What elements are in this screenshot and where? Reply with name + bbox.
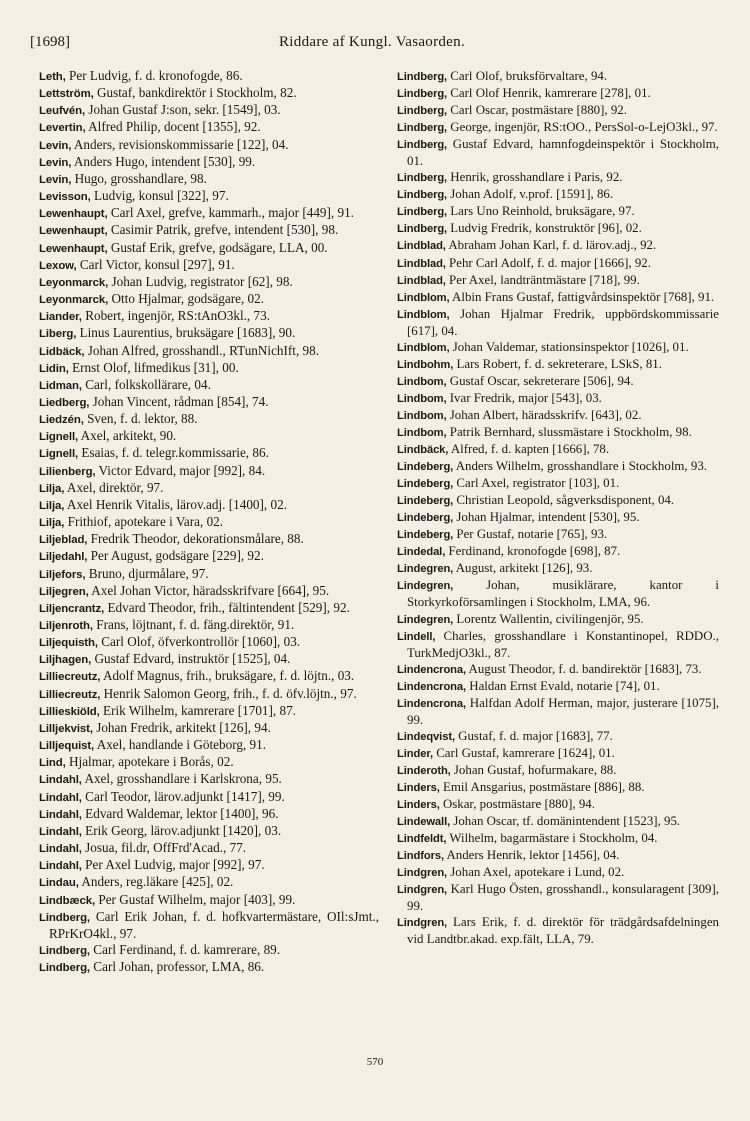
entry-details: Carl, folkskollärare, 04. bbox=[81, 376, 211, 392]
register-entry bbox=[397, 169, 719, 186]
register-entry bbox=[39, 720, 379, 737]
entry-name: Lindegren, bbox=[397, 613, 454, 626]
register-entry bbox=[397, 728, 719, 745]
entry-name: Lindahl, bbox=[39, 825, 82, 838]
register-entry bbox=[39, 257, 379, 274]
entry-name: Lewenhaupt, bbox=[39, 242, 108, 255]
entry-name: Lindbom, bbox=[397, 409, 447, 422]
entry-name: Lindberg, bbox=[397, 139, 448, 152]
entry-name: Lindblom, bbox=[397, 291, 450, 304]
entry-details: Johan Adolf, v.prof. [1591], 86. bbox=[447, 187, 614, 202]
entry-details: Hjalmar, apotekare i Borås, 02. bbox=[65, 754, 234, 770]
entry-name: Lilienberg, bbox=[39, 465, 96, 478]
entry-details: Johan Gustaf, hofurmakare, 88. bbox=[450, 762, 617, 777]
register-entry bbox=[39, 274, 379, 291]
entry-name: Lindbohm, bbox=[397, 358, 454, 371]
entry-name: Lindencrona, bbox=[397, 697, 467, 710]
register-entry bbox=[397, 678, 719, 695]
entry-name: Leyonmarck, bbox=[39, 294, 109, 307]
register-entry bbox=[397, 881, 719, 914]
entry-details: Fredrik Theodor, dekorationsmålare, 88. bbox=[87, 531, 304, 547]
register-entry bbox=[397, 543, 719, 560]
entry-name: Lindencrona, bbox=[397, 663, 467, 676]
entry-name: Liander, bbox=[39, 311, 82, 324]
register-entry bbox=[397, 203, 719, 220]
entry-name: Lindfeldt, bbox=[397, 833, 447, 846]
entry-details: Otto Hjalmar, godsägare, 02. bbox=[108, 291, 265, 307]
register-entry bbox=[397, 306, 719, 339]
register-entry bbox=[39, 789, 379, 806]
entry-details: Anders Hugo, intendent [530], 99. bbox=[71, 153, 256, 169]
entry-name: Lettström, bbox=[39, 88, 94, 101]
entry-name: Lilliecreutz, bbox=[39, 688, 101, 701]
entry-details: Ernst Olof, lifmedikus [31], 00. bbox=[68, 359, 239, 375]
register-entry bbox=[397, 289, 719, 306]
entry-name: Lindbäck, bbox=[397, 444, 449, 457]
entry-details: Henrik, grosshandlare i Paris, 92. bbox=[447, 170, 623, 185]
page-number: [1698] bbox=[30, 34, 70, 50]
register-entry bbox=[39, 668, 379, 685]
entry-name: Lindberg, bbox=[397, 223, 448, 236]
register-entry bbox=[397, 407, 719, 424]
entry-name: Lindberg, bbox=[397, 122, 448, 135]
register-entry bbox=[39, 892, 379, 909]
entry-details: Patrik Bernhard, slussmästare i Stockholm, 98. bbox=[446, 424, 692, 439]
register-entry bbox=[397, 560, 719, 577]
entry-name: Lindahl, bbox=[39, 860, 82, 873]
register-entry bbox=[397, 509, 719, 526]
entry-details: Per Ludvig, f. d. kronofogde, 86. bbox=[65, 68, 243, 83]
entry-name: Levisson, bbox=[39, 191, 91, 204]
entry-name: Liljenroth, bbox=[39, 620, 93, 632]
entry-details: Anders, reg.läkare [425], 02. bbox=[78, 874, 234, 890]
register-entry bbox=[397, 356, 719, 373]
entry-name: Lindberg, bbox=[397, 105, 448, 118]
register-entry bbox=[397, 441, 719, 458]
entry-details: Carl Olof Henrik, kamrerare [278], 01. bbox=[447, 86, 651, 101]
register-entry bbox=[39, 703, 379, 720]
entry-name: Lindberg, bbox=[39, 944, 90, 957]
entry-details: Lars Erik, f. d. direktör för trädgårdsafdelningen vid Landtbr.akad. exp.fält, LLA, 79. bbox=[407, 915, 719, 947]
entry-name: Lindgren, bbox=[397, 917, 448, 930]
entry-details: Ludvig Fredrik, konstruktör [96], 02. bbox=[447, 221, 642, 236]
entry-details: Oskar, postmästare [880], 94. bbox=[439, 797, 595, 812]
entry-details: Karl Hugo Östen, grosshandl., konsularagent [309], 99. bbox=[407, 882, 719, 914]
entry-name: Lidman, bbox=[39, 379, 82, 392]
entry-details: Albin Frans Gustaf, fattigvårdsinspektör [768], 91. bbox=[449, 289, 715, 304]
entry-details: Josua, fil.dr, OffFrd'Acad., 77. bbox=[81, 840, 247, 856]
register-entry bbox=[397, 272, 719, 289]
entry-details: Johan, musiklärare, kantor i Storkyrkoförsamlingen i Stockholm, LMA, 96. bbox=[407, 578, 719, 610]
entry-name: Lilljekvist, bbox=[39, 722, 93, 735]
entry-details: Gustaf, bankdirektör i Stockholm, 82. bbox=[93, 85, 297, 101]
register-entry bbox=[39, 754, 379, 771]
entry-details: Per Gustaf Wilhelm, major [403], 99. bbox=[95, 891, 296, 907]
register-entry bbox=[39, 171, 379, 188]
entry-details: Johan Hjalmar, intendent [530], 95. bbox=[453, 510, 640, 525]
entry-details: Halfdan Adolf Herman, major, justerare [1075], 99. bbox=[407, 695, 719, 727]
entry-name: Linders, bbox=[397, 781, 440, 794]
register-entry bbox=[39, 634, 379, 651]
register-entry bbox=[39, 909, 379, 942]
entry-name: Lignell, bbox=[39, 448, 79, 461]
entry-details: Adolf Magnus, frih., bruksägare, f. d. löjtn., 03. bbox=[100, 668, 355, 684]
register-entry bbox=[397, 762, 719, 779]
entry-details: Johan Valdemar, stationsinspektor [1026], 01. bbox=[449, 339, 689, 354]
entry-name: Lindahl, bbox=[39, 791, 82, 804]
register-entry bbox=[397, 864, 719, 881]
entry-name: Liljequisth, bbox=[39, 637, 98, 650]
register-entry bbox=[39, 942, 379, 959]
entry-details: Hugo, grosshandlare, 98. bbox=[71, 170, 207, 186]
register-entry bbox=[39, 686, 379, 703]
register-entry bbox=[397, 830, 719, 847]
entry-name: Lindblad, bbox=[397, 240, 446, 253]
entry-details: Emil Ansgarius, postmästare [886], 88. bbox=[439, 779, 645, 794]
entry-name: Levertin, bbox=[39, 122, 86, 135]
entry-details: Axel, handlande i Göteborg, 91. bbox=[94, 737, 267, 753]
entry-details: Frans, löjtnant, f. d. fäng.direktör, 91. bbox=[92, 617, 295, 632]
register-entry bbox=[39, 205, 379, 222]
register-entry bbox=[39, 600, 379, 617]
register-entry bbox=[39, 445, 379, 462]
register-entry bbox=[397, 526, 719, 543]
entry-name: Lexow, bbox=[39, 259, 77, 272]
entry-details: Gustaf Edvard, instruktör [1525], 04. bbox=[91, 651, 291, 667]
entry-name: Lindblom, bbox=[397, 308, 450, 321]
register-entry bbox=[397, 796, 719, 813]
register-entry bbox=[397, 220, 719, 237]
entry-name: Lilljequist, bbox=[39, 740, 95, 753]
entry-details: Erik Georg, lärov.adjunkt [1420], 03. bbox=[81, 822, 282, 838]
entry-details: Anders Henrik, lektor [1456], 04. bbox=[443, 848, 620, 863]
entry-name: Lindbom, bbox=[397, 392, 447, 405]
entry-name: Lindfors, bbox=[397, 850, 444, 863]
register-entry bbox=[39, 154, 379, 171]
entry-name: Lindahl, bbox=[39, 774, 82, 787]
register-entry bbox=[397, 492, 719, 509]
entry-name: Lidbäck, bbox=[39, 345, 85, 358]
register-entry bbox=[397, 68, 719, 85]
entry-name: Lindberg, bbox=[397, 71, 448, 83]
entry-name: Linders, bbox=[397, 799, 440, 812]
entry-name: Levin, bbox=[39, 156, 72, 169]
entry-name: Linder, bbox=[397, 747, 433, 760]
entry-name: Lindgren, bbox=[397, 867, 448, 880]
left-column bbox=[39, 68, 379, 976]
register-entry bbox=[397, 914, 719, 947]
right-column bbox=[397, 68, 719, 947]
entry-details: Gustaf Erik, grefve, godsägare, LLA, 00. bbox=[107, 239, 328, 255]
entry-details: Haldan Ernst Evald, notarie [74], 01. bbox=[466, 678, 660, 693]
entry-name: Lindahl, bbox=[39, 843, 82, 856]
register-entry bbox=[39, 771, 379, 788]
entry-name: Lewenhaupt, bbox=[39, 225, 108, 238]
entry-details: Victor Edvard, major [992], 84. bbox=[95, 462, 266, 478]
entry-details: Carl Ferdinand, f. d. kamrerare, 89. bbox=[90, 941, 281, 957]
entry-details: Carl Teodor, lärov.adjunkt [1417], 99. bbox=[81, 788, 285, 804]
folio-number: 570 bbox=[366, 1056, 384, 1068]
entry-details: Axel, arkitekt, 90. bbox=[78, 428, 177, 444]
entry-details: Axel Johan Victor, häradsskrifvare [664], 95. bbox=[88, 582, 330, 598]
entry-details: Esaias, f. d. telegr.kommissarie, 86. bbox=[78, 445, 269, 461]
entry-details: Alfred Philip, docent [1355], 92. bbox=[85, 119, 261, 135]
register-entry bbox=[39, 840, 379, 857]
entry-name: Lewenhaupt, bbox=[39, 208, 108, 221]
entry-details: Carl Johan, professor, LMA, 86. bbox=[90, 959, 265, 975]
entry-name: Leth, bbox=[39, 71, 66, 83]
register-entry bbox=[39, 119, 379, 136]
entry-details: Axel Henrik Vitalis, lärov.adj. [1400], 02. bbox=[64, 496, 287, 512]
entry-details: Johan Hjalmar Fredrik, uppbördskommissarie [617], 04. bbox=[407, 306, 719, 338]
entry-name: Lindewall, bbox=[397, 816, 451, 829]
entry-details: Lorentz Wallentin, civilingenjör, 95. bbox=[453, 611, 644, 626]
entry-name: Lindell, bbox=[397, 630, 436, 643]
register-entry bbox=[397, 136, 719, 169]
entry-name: Lindeberg, bbox=[397, 512, 454, 525]
entry-name: Leyonmarck, bbox=[39, 276, 109, 289]
entry-name: Lindeberg, bbox=[397, 478, 454, 491]
entry-name: Liljedahl, bbox=[39, 551, 88, 564]
entry-details: Axel, grosshandlare i Karlskrona, 95. bbox=[81, 771, 282, 787]
entry-details: Carl Victor, konsul [297], 91. bbox=[76, 256, 235, 272]
entry-details: Lars Uno Reinhold, bruksägare, 97. bbox=[447, 204, 635, 219]
entry-details: Abraham Johan Karl, f. d. lärov.adj., 92. bbox=[445, 238, 657, 253]
entry-name: Lilja, bbox=[39, 482, 65, 495]
entry-name: Lillieskiöld, bbox=[39, 705, 100, 718]
entry-details: Carl Olof, bruksförvaltare, 94. bbox=[447, 69, 608, 83]
entry-name: Liedberg, bbox=[39, 396, 90, 409]
entry-details: August Theodor, f. d. bandirektör [1683], 73. bbox=[466, 661, 702, 676]
entry-name: Lindberg, bbox=[397, 172, 448, 185]
register-entry bbox=[39, 411, 379, 428]
entry-name: Levin, bbox=[39, 173, 72, 186]
entry-name: Leufvén, bbox=[39, 105, 86, 118]
register-entry bbox=[397, 458, 719, 475]
entry-details: Carl Olof, öfverkontrollör [1060], 03. bbox=[97, 634, 301, 650]
entry-name: Lindau, bbox=[39, 877, 79, 890]
entry-details: Gustaf Edvard, hamnfogdeinspektör i Stockholm, 01. bbox=[407, 137, 719, 169]
entry-name: Lilja, bbox=[39, 517, 65, 530]
register-entry bbox=[397, 577, 719, 610]
register-entry bbox=[397, 695, 719, 728]
entry-details: Per August, godsägare [229], 92. bbox=[87, 548, 264, 564]
entry-details: Carl Axel, grefve, kammarh., major [449], 91. bbox=[107, 205, 354, 221]
entry-details: Per Axel, landträntmästare [718], 99. bbox=[445, 272, 640, 287]
entry-details: Anders, revisionskommissarie [122], 04. bbox=[71, 136, 289, 152]
register-entry bbox=[39, 360, 379, 377]
register-entry bbox=[397, 424, 719, 441]
entry-details: Ivar Fredrik, major [543], 03. bbox=[446, 390, 602, 405]
register-entry bbox=[39, 68, 379, 85]
entry-name: Lindberg, bbox=[397, 88, 448, 101]
register-entry bbox=[39, 651, 379, 668]
register-entry bbox=[39, 874, 379, 891]
entry-details: Carl Oscar, postmästare [880], 92. bbox=[447, 103, 627, 118]
entry-details: Casimir Patrik, grefve, intendent [530], 98. bbox=[107, 222, 339, 238]
entry-details: Carl Gustaf, kamrerare [1624], 01. bbox=[432, 745, 615, 760]
entry-details: Henrik Salomon Georg, frih., f. d. öfv.löjtn., 97. bbox=[100, 685, 357, 701]
entry-details: Johan Ludvig, registrator [62], 98. bbox=[108, 273, 293, 289]
entry-details: Johan Axel, apotekare i Lund, 02. bbox=[447, 865, 625, 880]
entry-details: Johan Oscar, tf. domänintendent [1523], 95. bbox=[450, 814, 681, 829]
register-entry bbox=[397, 390, 719, 407]
register-entry bbox=[39, 514, 379, 531]
entry-details: Bruno, djurmålare, 97. bbox=[85, 565, 209, 581]
register-entry bbox=[39, 137, 379, 154]
entry-name: Lindeqvist, bbox=[397, 730, 455, 743]
entry-name: Lignell, bbox=[39, 431, 79, 444]
entry-name: Lilliecreutz, bbox=[39, 671, 101, 684]
entry-details: George, ingenjör, RS:tOO., PersSol-o-LejO3kl., 97. bbox=[447, 120, 718, 135]
register-entry bbox=[397, 255, 719, 272]
register-entry bbox=[39, 188, 379, 205]
entry-name: Liljencrantz, bbox=[39, 602, 105, 615]
entry-name: Liljhagen, bbox=[39, 654, 92, 667]
entry-details: Johan Albert, häradsskrifv. [643], 02. bbox=[446, 407, 642, 422]
register-entry bbox=[39, 325, 379, 342]
entry-details: Per Gustaf, notarie [765], 93. bbox=[453, 527, 608, 542]
register-entry bbox=[39, 480, 379, 497]
entry-name: Lindbom, bbox=[397, 375, 447, 388]
entry-details: Johan Vincent, rådman [854], 74. bbox=[89, 393, 269, 409]
register-entry bbox=[397, 611, 719, 628]
entry-details: Gustaf Oscar, sekreterare [506], 94. bbox=[446, 373, 634, 388]
entry-details: Johan Fredrik, arkitekt [126], 94. bbox=[92, 719, 271, 735]
entry-name: Lindblom, bbox=[397, 341, 450, 354]
register-entry bbox=[397, 847, 719, 864]
register-entry bbox=[39, 531, 379, 548]
entry-details: Edvard Waldemar, lektor [1400], 96. bbox=[81, 805, 279, 821]
entry-name: Lind, bbox=[39, 757, 66, 770]
entry-details: Carl Erik Johan, f. d. hofkvartermästare, OIl:sJmt., RPrKrO4kl., 97. bbox=[49, 908, 379, 941]
entry-name: Lindgren, bbox=[397, 884, 448, 897]
entry-name: Lidin, bbox=[39, 362, 69, 375]
register-entry bbox=[39, 291, 379, 308]
register-entry bbox=[39, 102, 379, 119]
register-entry bbox=[397, 85, 719, 102]
entry-details: Robert, ingenjör, RS:tAnO3kl., 73. bbox=[81, 308, 271, 324]
register-entry bbox=[39, 806, 379, 823]
register-entry bbox=[397, 339, 719, 356]
register-entry bbox=[397, 237, 719, 254]
register-entry bbox=[39, 857, 379, 874]
entry-name: Lindeberg, bbox=[397, 529, 454, 542]
entry-details: Charles, grosshandlare i Konstantinopel, RDDO., TurkMedjO3kl., 87. bbox=[407, 628, 719, 660]
entry-details: Carl Axel, registrator [103], 01. bbox=[453, 476, 620, 491]
register-entry bbox=[397, 661, 719, 678]
entry-name: Liljeblad, bbox=[39, 534, 88, 547]
page-title: Riddare af Kungl. Vasaorden. bbox=[279, 34, 465, 50]
entry-name: Lindegren, bbox=[397, 563, 454, 576]
register-entry bbox=[397, 813, 719, 830]
register-entry bbox=[39, 737, 379, 754]
entry-details: Axel, direktör, 97. bbox=[64, 479, 164, 495]
entry-name: Lindberg, bbox=[39, 911, 90, 924]
entry-details: Pehr Carl Adolf, f. d. major [1666], 92. bbox=[445, 255, 651, 270]
entry-name: Lindblad, bbox=[397, 274, 446, 287]
register-entry bbox=[39, 823, 379, 840]
entry-name: Lindberg, bbox=[39, 962, 90, 975]
entry-name: Liberg, bbox=[39, 328, 77, 341]
entry-name: Lindeberg, bbox=[397, 495, 454, 508]
register-entry bbox=[39, 959, 379, 976]
register-entry bbox=[397, 102, 719, 119]
register-entry bbox=[39, 240, 379, 257]
entry-name: Linderoth, bbox=[397, 764, 451, 777]
entry-details: Lars Robert, f. d. sekreterare, LSkS, 81. bbox=[453, 356, 662, 371]
entry-name: Lindblad, bbox=[397, 257, 446, 270]
register-entry bbox=[39, 497, 379, 514]
entry-details: Alfred, f. d. kapten [1666], 78. bbox=[448, 442, 610, 457]
register-entry bbox=[39, 548, 379, 565]
entry-name: Liljefors, bbox=[39, 568, 86, 581]
entry-name: Lindegren, bbox=[397, 580, 454, 593]
register-entry bbox=[39, 566, 379, 583]
entry-details: August, arkitekt [126], 93. bbox=[453, 561, 593, 576]
entry-name: Lindberg, bbox=[397, 206, 448, 219]
entry-name: Lindeberg, bbox=[397, 461, 454, 474]
entry-name: Levin, bbox=[39, 139, 72, 152]
entry-name: Lindbæck, bbox=[39, 894, 96, 907]
entry-details: Christian Leopold, sågverksdisponent, 04. bbox=[453, 493, 675, 508]
entry-details: Johan Alfred, grosshandl., RTunNichIft, 98. bbox=[84, 342, 320, 358]
register-entry bbox=[397, 475, 719, 492]
register-entry bbox=[39, 428, 379, 445]
entry-name: Liedzén, bbox=[39, 414, 84, 427]
page-header bbox=[30, 34, 714, 56]
entry-details: Sven, f. d. lektor, 88. bbox=[83, 411, 198, 427]
entry-details: Johan Gustaf J:son, sekr. [1549], 03. bbox=[85, 102, 281, 118]
register-entry bbox=[397, 119, 719, 136]
entry-name: Lindbom, bbox=[397, 426, 447, 439]
entry-details: Edvard Theodor, frih., fältintendent [529], 92. bbox=[104, 599, 350, 615]
register-entry bbox=[39, 463, 379, 480]
entry-details: Wilhelm, bagarmästare i Stockholm, 04. bbox=[446, 831, 658, 846]
register-entry bbox=[39, 583, 379, 600]
entry-details: Ferdinand, kronofogde [698], 87. bbox=[445, 544, 621, 559]
entry-details: Ludvig, konsul [322], 97. bbox=[90, 188, 229, 204]
entry-name: Lindedal, bbox=[397, 546, 446, 559]
register-entry bbox=[397, 745, 719, 762]
entry-name: Lindberg, bbox=[397, 189, 448, 202]
entry-details: Frithiof, apotekare i Vara, 02. bbox=[64, 514, 224, 530]
register-entry bbox=[397, 373, 719, 390]
register-entry bbox=[39, 85, 379, 102]
register-entry bbox=[39, 617, 379, 634]
register-entry bbox=[39, 308, 379, 325]
entry-details: Gustaf, f. d. major [1683], 77. bbox=[454, 728, 613, 743]
entry-name: Liljegren, bbox=[39, 585, 89, 598]
register-entry bbox=[39, 394, 379, 411]
entry-details: Erik Wilhelm, kamrerare [1701], 87. bbox=[99, 702, 296, 718]
entry-details: Linus Laurentius, bruksägare [1683], 90. bbox=[76, 325, 296, 341]
register-entry bbox=[39, 377, 379, 394]
entry-name: Lindahl, bbox=[39, 808, 82, 821]
entry-name: Lindencrona, bbox=[397, 680, 467, 693]
register-entry bbox=[397, 628, 719, 661]
register-entry bbox=[39, 222, 379, 239]
entry-details: Per Axel Ludvig, major [992], 97. bbox=[81, 857, 265, 873]
register-entry bbox=[397, 779, 719, 796]
register-entry bbox=[397, 186, 719, 203]
entry-name: Lilja, bbox=[39, 499, 65, 512]
entry-details: Anders Wilhelm, grosshandlare i Stockholm, 93. bbox=[453, 459, 707, 474]
register-entry bbox=[39, 343, 379, 360]
